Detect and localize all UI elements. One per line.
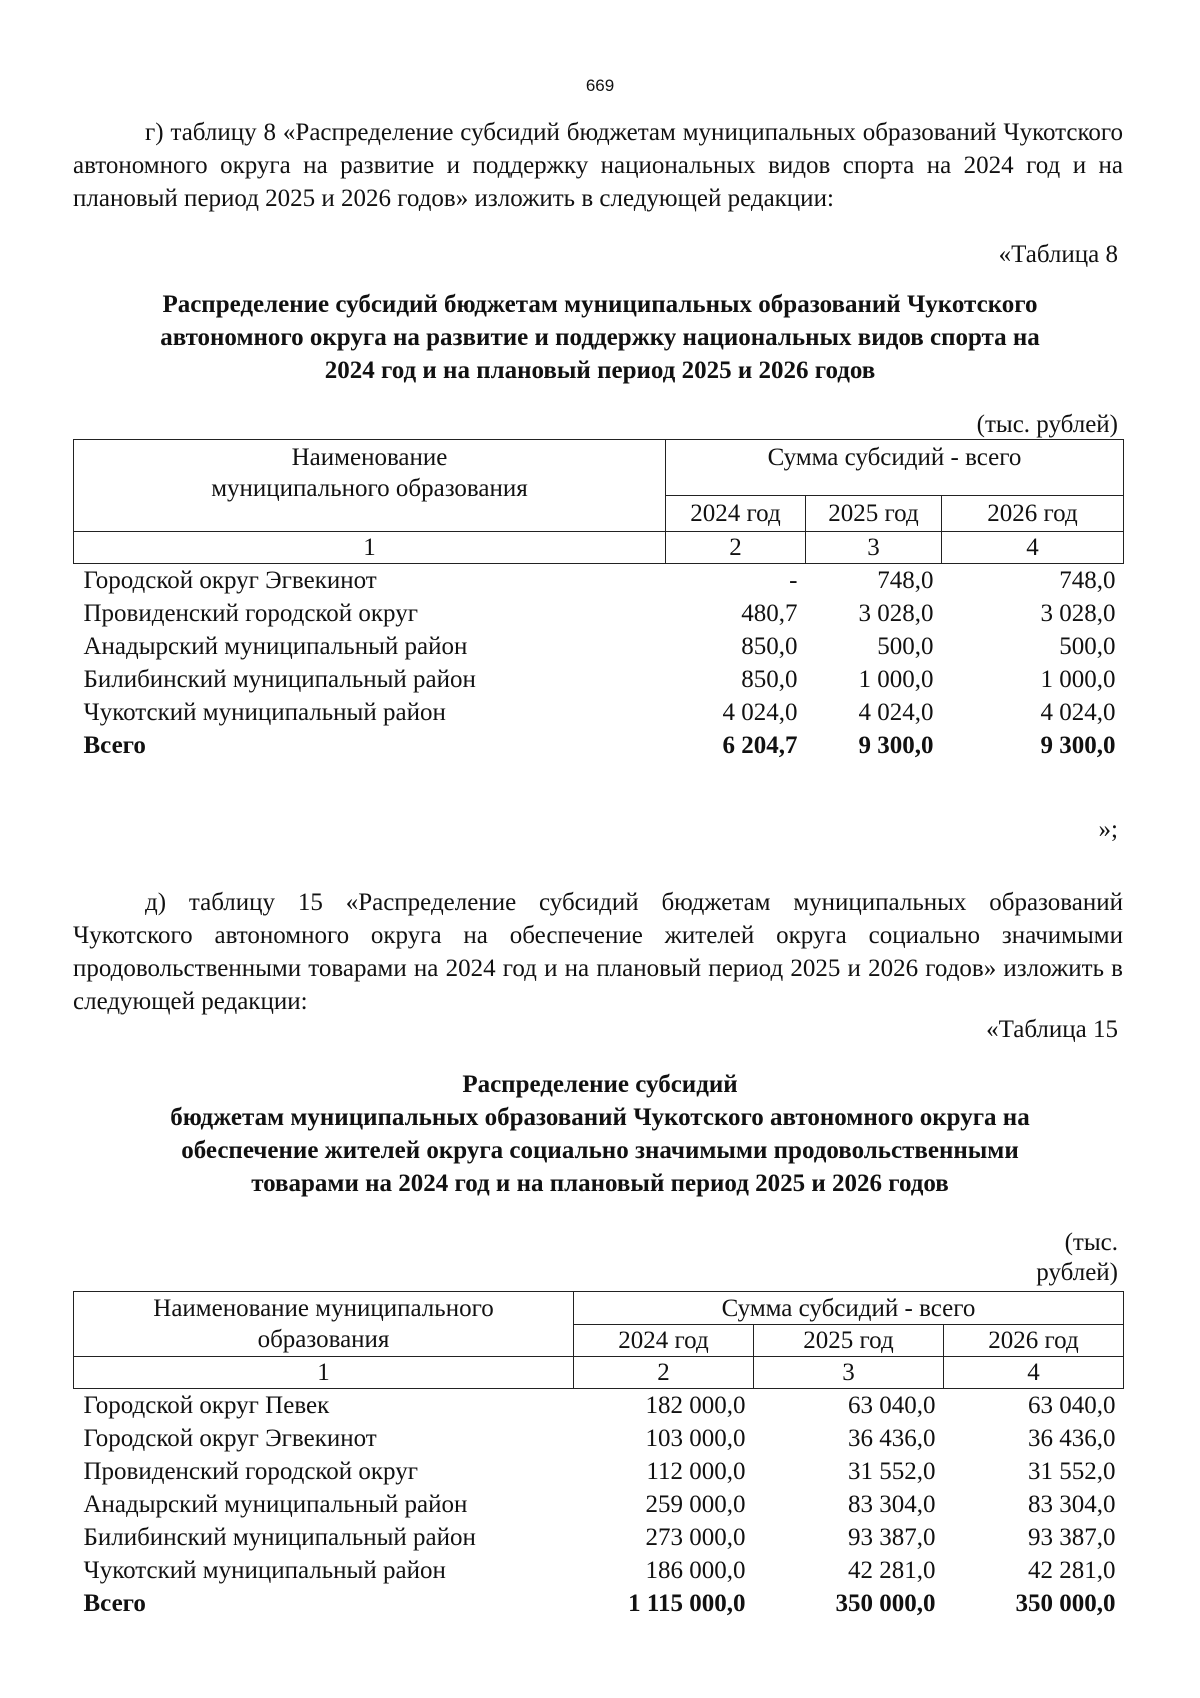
row-value-2026: 1 000,0: [1040, 665, 1116, 693]
table-15-title-line: товарами на 2024 год и на плановый период 2025 и 2026 годов: [251, 1170, 949, 1197]
row-value-2024: -: [789, 566, 798, 594]
table-15-colnum-row: [74, 1357, 1124, 1389]
row-value-2025: 63 040,0: [848, 1391, 936, 1419]
row-value-2024: 850,0: [741, 665, 798, 693]
table-row: [74, 1455, 1124, 1488]
row-value-2024: 259 000,0: [645, 1490, 746, 1518]
table-8-closing-quote: »;: [1098, 816, 1118, 843]
row-value-2026: 63 040,0: [1028, 1391, 1116, 1419]
table-8-year-2026: 2026 год: [942, 496, 1124, 532]
table-15-colnum: 2: [574, 1357, 754, 1389]
table-15-title: [80, 1068, 1120, 1200]
row-name: Городской округ Певек: [83, 1391, 330, 1419]
table-row: [74, 564, 1124, 598]
table-8-header-row: [74, 440, 1124, 496]
table-15-year-2026: 2026 год: [944, 1325, 1124, 1357]
table-8: [73, 439, 1124, 762]
table-8-colnum-row: [74, 532, 1124, 564]
section-g-paragraph: г) таблицу 8 «Распределение субсидий бюджетам муниципальных образований Чукотского автономного округа на развитие и поддержку национальных видов спорта на 2024 год и на плановый период 2025 и 2026 годов» изложить в следующей редакции:: [73, 119, 1123, 212]
total-value-2026: 9 300,0: [1040, 731, 1116, 759]
total-value-2026: 350 000,0: [1015, 1589, 1116, 1617]
row-value-2025: 1 000,0: [858, 665, 934, 693]
row-value-2025: 500,0: [877, 632, 934, 660]
table-8-title-line: Распределение субсидий бюджетам муниципальных образований Чукотского: [162, 291, 1038, 318]
row-name: Анадырский муниципальный район: [83, 1490, 468, 1518]
table-15-colnum: 3: [754, 1357, 944, 1389]
row-value-2024: 186 000,0: [645, 1556, 746, 1584]
row-value-2024: 480,7: [741, 599, 798, 627]
table-row: [74, 663, 1124, 696]
table-8-colnum: 2: [666, 532, 806, 564]
row-name: Провиденский городской округ: [83, 599, 418, 627]
table-row: [74, 597, 1124, 630]
row-value-2025: 93 387,0: [848, 1523, 936, 1551]
table-15-colnum: 1: [74, 1357, 574, 1389]
table-8-colnum: 3: [806, 532, 942, 564]
table-15-name-header-line: Наименование муниципального: [153, 1295, 494, 1322]
row-value-2026: 3 028,0: [1040, 599, 1116, 627]
table-15-year-2025: 2025 год: [754, 1325, 944, 1357]
table-8-colnum: 4: [942, 532, 1124, 564]
row-value-2025: 748,0: [877, 566, 934, 594]
row-value-2024: 182 000,0: [645, 1391, 746, 1419]
row-name: Чукотский муниципальный район: [83, 698, 446, 726]
table-8-name-header-line: Наименование: [291, 444, 448, 471]
page-number: 669: [585, 76, 615, 95]
table-15-name-header-line: образования: [257, 1326, 390, 1353]
table-row: [74, 1554, 1124, 1587]
table-8-sum-header: Сумма субсидий - всего: [666, 440, 1124, 496]
table-row: [74, 1521, 1124, 1554]
table-15-unit-line: рублей): [1036, 1259, 1118, 1286]
table-15: [73, 1291, 1124, 1620]
row-value-2026: 31 552,0: [1028, 1457, 1116, 1485]
table-total-row: [74, 1587, 1124, 1620]
table-row: [74, 1422, 1124, 1455]
row-name: Билибинский муниципальный район: [83, 665, 476, 693]
table-15-title-line: бюджетам муниципальных образований Чукотского автономного округа на: [170, 1104, 1030, 1131]
total-label: Всего: [83, 1589, 146, 1617]
table-total-row: [74, 729, 1124, 762]
row-value-2025: 31 552,0: [848, 1457, 936, 1485]
table-8-name-header-line: муниципального образования: [211, 475, 528, 502]
table-15-unit-line: (тыс.: [1064, 1229, 1118, 1256]
table-15-title-line: Распределение субсидий: [462, 1071, 738, 1098]
row-value-2025: 42 281,0: [848, 1556, 936, 1584]
table-15-year-2024: 2024 год: [574, 1325, 754, 1357]
row-value-2026: 42 281,0: [1028, 1556, 1116, 1584]
table-15-label: «Таблица 15: [986, 1016, 1118, 1043]
total-value-2024: 1 115 000,0: [628, 1589, 746, 1617]
row-value-2026: 4 024,0: [1040, 698, 1116, 726]
table-8-colnum: 1: [74, 532, 666, 564]
table-row: [74, 1488, 1124, 1521]
table-row: [74, 1389, 1124, 1423]
row-name: Городской округ Эгвекинот: [83, 1424, 377, 1452]
row-value-2026: 93 387,0: [1028, 1523, 1116, 1551]
table-15-unit: [1036, 1228, 1118, 1288]
row-name: Билибинский муниципальный район: [83, 1523, 476, 1551]
table-8-year-2024: 2024 год: [666, 496, 806, 532]
row-value-2024: 103 000,0: [645, 1424, 746, 1452]
table-8-name-header: [74, 440, 666, 532]
table-8-title: [80, 288, 1120, 387]
row-name: Чукотский муниципальный район: [83, 1556, 446, 1584]
row-value-2026: 83 304,0: [1028, 1490, 1116, 1518]
total-value-2024: 6 204,7: [722, 731, 798, 759]
table-8-title-line: автономного округа на развитие и поддержку национальных видов спорта на: [160, 324, 1040, 351]
row-value-2026: 748,0: [1059, 566, 1116, 594]
section-d-paragraph: д) таблицу 15 «Распределение субсидий бюджетам муниципальных образований Чукотского автономного округа на обеспечение жителей округа социально значимыми продовольственными товарами на 2024 год и на плановый период 2025 и 2026 годов» изложить в следующей редакции:: [73, 889, 1123, 1015]
row-value-2025: 36 436,0: [848, 1424, 936, 1452]
row-value-2025: 83 304,0: [848, 1490, 936, 1518]
table-8-label: «Таблица 8: [998, 241, 1118, 268]
table-8-title-line: 2024 год и на плановый период 2025 и 2026 годов: [324, 357, 876, 384]
row-name: Провиденский городской округ: [83, 1457, 418, 1485]
row-value-2024: 112 000,0: [646, 1457, 746, 1485]
table-row: [74, 696, 1124, 729]
row-name: Анадырский муниципальный район: [83, 632, 468, 660]
total-value-2025: 9 300,0: [858, 731, 934, 759]
row-value-2024: 850,0: [741, 632, 798, 660]
row-name: Городской округ Эгвекинот: [83, 566, 377, 594]
table-row: [74, 630, 1124, 663]
table-15-colnum: 4: [944, 1357, 1124, 1389]
total-value-2025: 350 000,0: [835, 1589, 936, 1617]
table-15-name-header: [74, 1292, 574, 1357]
row-value-2024: 273 000,0: [645, 1523, 746, 1551]
total-label: Всего: [83, 731, 146, 759]
row-value-2025: 4 024,0: [858, 698, 934, 726]
table-15-header-row: [74, 1292, 1124, 1325]
row-value-2026: 500,0: [1059, 632, 1116, 660]
row-value-2025: 3 028,0: [858, 599, 934, 627]
table-15-sum-header: Сумма субсидий - всего: [574, 1292, 1124, 1325]
row-value-2026: 36 436,0: [1028, 1424, 1116, 1452]
table-8-unit: (тыс. рублей): [976, 411, 1118, 438]
table-15-title-line: обеспечение жителей округа социально значимыми продовольственными: [181, 1137, 1019, 1164]
row-value-2024: 4 024,0: [722, 698, 798, 726]
table-8-year-2025: 2025 год: [806, 496, 942, 532]
